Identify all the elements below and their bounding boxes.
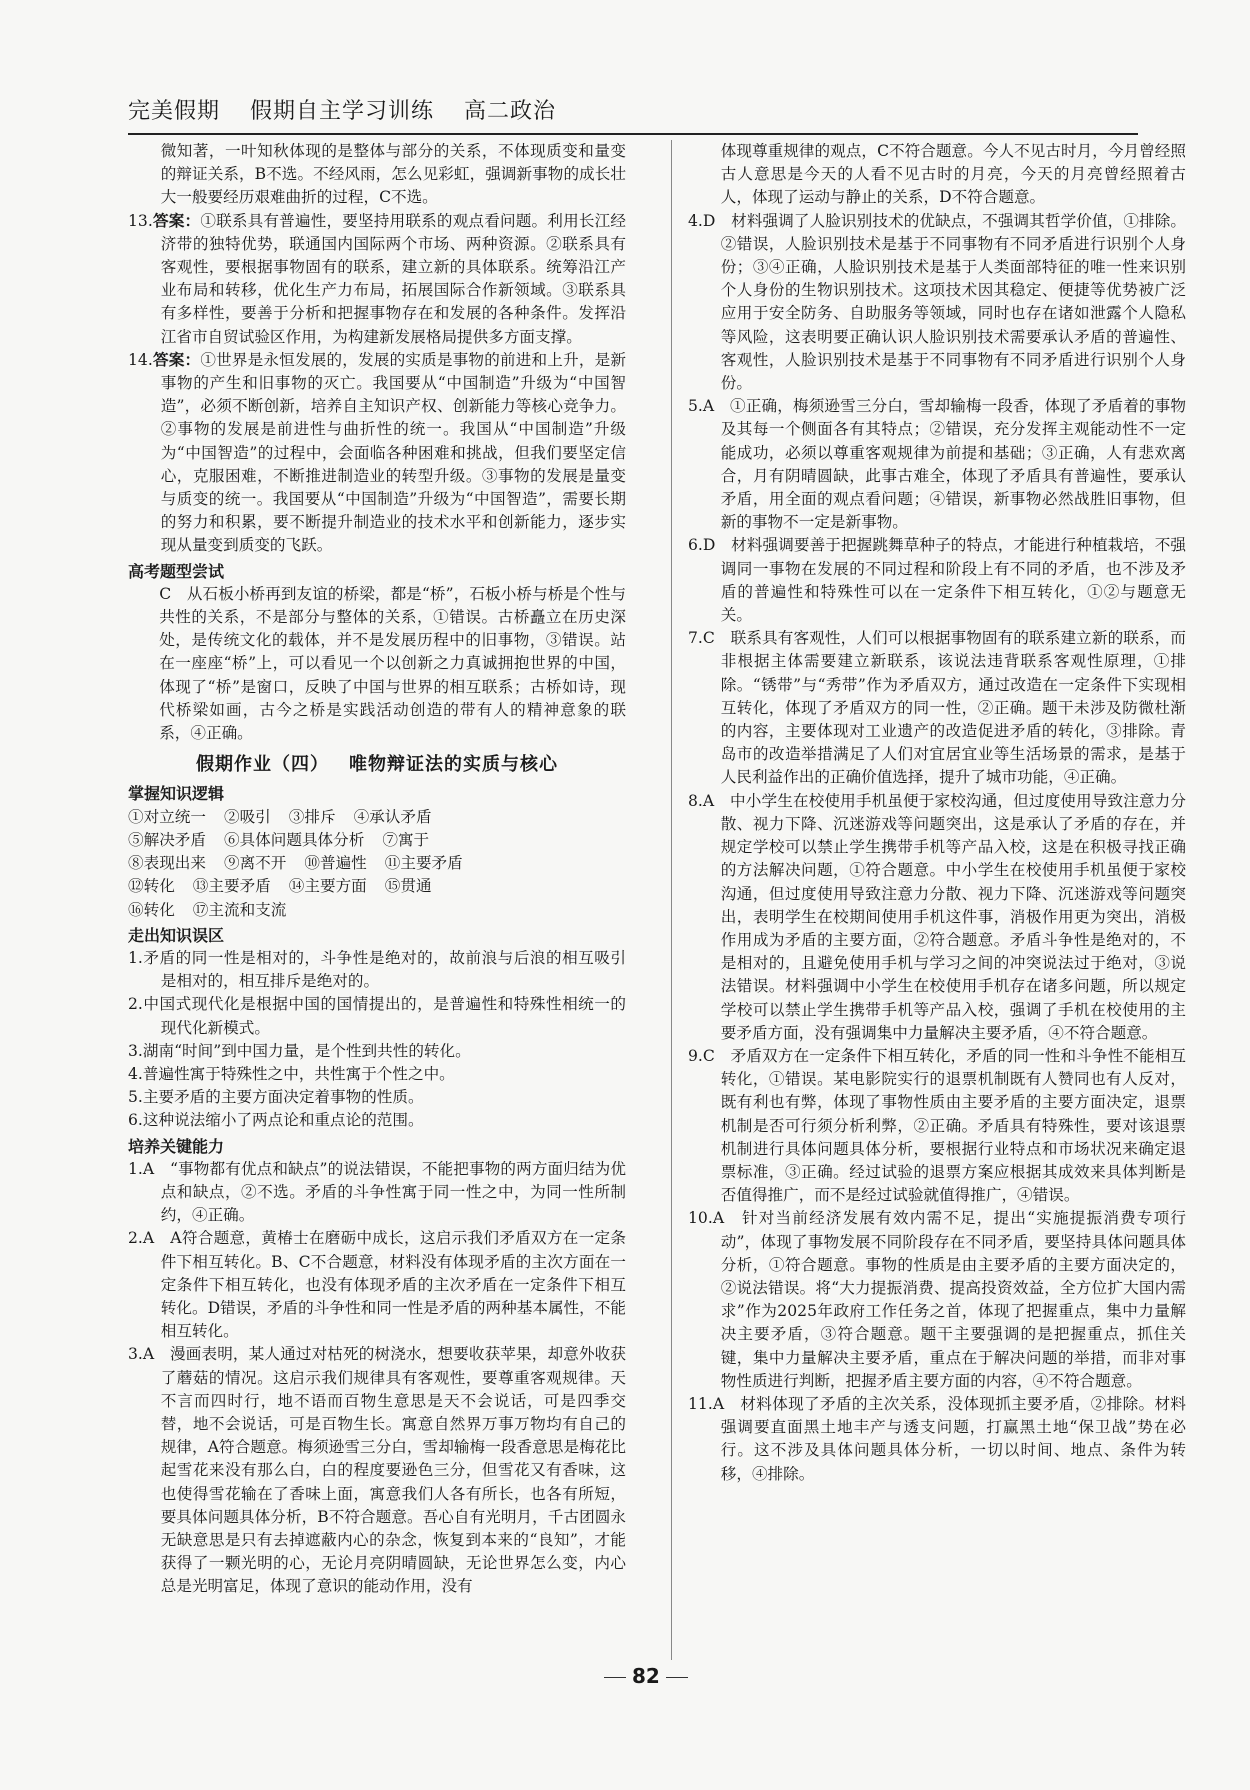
answer-item-text: C 联系具有客观性，人们可以根据事物固有的联系建立新的联系，而非根据主体需要建立新联系，该说法违背联系客观性原理，①排除。“锈带”与“秀带”作为矛盾双方，通过改造在一定条件下实现相互转化，体现了矛盾双方的同一性，②正确。题干未涉及防微杜渐的内容，主要体现对工业遗产的改造促进矛盾的转化，③排除。青岛市的改造举措满足了人们对宜居宜业等生活场景的需求，是基于人民利益作出的正确价值选择，提升了城市功能，④正确。	[702, 629, 1186, 787]
ability-item	[128, 1158, 626, 1228]
answer-13-label: 答案：	[152, 211, 201, 230]
logic-row	[128, 829, 626, 852]
mistake-item-text: 普遍性寓于特殊性之中，共性寓于个性之中。	[142, 1064, 455, 1083]
mistake-list	[128, 947, 626, 1133]
logic-cell: ④承认矛盾	[353, 807, 432, 826]
answer-item	[688, 790, 1186, 1045]
logic-cell: ⑯转化	[128, 900, 175, 919]
ability-item	[128, 1343, 626, 1598]
answer-item	[688, 627, 1186, 789]
answer-item-num: 8.	[688, 791, 703, 810]
mistake-item-num: 1.	[128, 948, 143, 967]
mistake-item-text: 湖南“时间”到中国力量，是个性到共性的转化。	[142, 1041, 471, 1060]
mistake-item-text: 矛盾的同一性是相对的，斗争性是绝对的，故前浪与后浪的相互吸引是相对的，相互排斥是绝对的。	[142, 948, 626, 991]
answer-13	[128, 210, 626, 349]
answer-item-num: 11.	[688, 1394, 713, 1413]
right-answer-list	[688, 210, 1186, 1486]
answer-item-text: A 中小学生在校使用手机虽便于家校沟通，但过度使用导致注意力分散、视力下降、沉迷游戏等问题突出，这是承认了矛盾的存在，并规定学校可以禁止学生携带手机等产品入校，这是在积极寻找正确的方法解决问题，①符合题意。中小学生在校使用手机虽便于家校沟通，但过度使用导致注意力分散、视力下降、沉迷游戏等问题突出，表明学生在校期间使用手机这件事，消极作用更为突出，消极作用成为矛盾的主要方面，②符合题意。矛盾斗争性是绝对的，不是相对的，且避免使用手机与学习之间的冲突说法过于绝对，③说法错误。材料强调中小学生在校使用手机存在诸多问题，所以规定学校可以禁止学生携带手机等产品入校，强调了手机在校使用的主要矛盾方面，没有强调集中力量解决主要矛盾，④不符合题意。	[702, 791, 1186, 1042]
logic-cell: ⑧表现出来	[128, 854, 206, 873]
logic-cell: ⑨离不开	[223, 854, 287, 873]
answer-item	[688, 534, 1186, 627]
left-column	[128, 140, 626, 1599]
answer-item-text: A 针对当前经济发展有效内需不足，提出“实施提振消费专项行动”，体现了事物发展不同阶段存在不同矛盾，要坚持具体问题具体分析，①符合题意。事物的性质是由主要矛盾的主要方面决定的，②说法错误。将“大力提振消费、提高投资效益，全方位扩大国内需求”作为2025年政府工作任务之首，体现了把握重点，集中力量解决主要矛盾，③符合题意。题干主要强调的是把握重点，抓住关键，集中力量解决主要矛盾，重点在于解决问题的举措，而非对事物性质进行判断，把握矛盾主要方面的内容，④不符合题意。	[712, 1209, 1186, 1390]
answer-14	[128, 349, 626, 558]
left-continuation: 微知著，一叶知秋体现的是整体与部分的关系，不体现质变和量变的辩证关系，B不选。不经风雨，怎么见彩虹，强调新事物的成长壮大一般要经历艰难曲折的过程，C不选。	[160, 142, 626, 207]
logic-cell: ⑰主流和支流	[192, 900, 287, 919]
mistake-item-text: 中国式现代化是根据中国的国情提出的，是普遍性和特殊性相统一的现代化新模式。	[142, 995, 626, 1037]
mistake-item-num: 5.	[128, 1088, 143, 1107]
mistake-item	[128, 947, 626, 993]
answer-14-label: 答案：	[152, 350, 201, 369]
mistake-heading: 走出知识误区	[128, 925, 225, 945]
logic-cell: ⑫转化	[128, 877, 175, 896]
section-title-a: 假期作业（四）	[196, 754, 329, 776]
column-divider	[671, 140, 672, 1660]
ability-item-text: A 漫画表明，某人通过对枯死的树浇水，想要收获苹果，却意外收获了蘑菇的情况。这启示我们规律具有客观性，要尊重客观规律。天不言而四时行，地不语而百物生意思是天不会说话，可是四季交替，地不会说话，可是百物生长。寓意自然界万事万物均有自己的规律，A符合题意。梅须逊雪三分白，雪却输梅一段香意思是梅花比起雪花来没有那么白，白的程度要逊色三分，但雪花又有香味，这也使得雪花输在了香味上面，寓意我们人各有所长，也各有所短，要具体问题具体分析，B不符合题意。吾心自有光明月，千古团圆永无缺意思是只有去掉遮蔽内心的杂念，恢复到本来的“良知”，才能获得了一颗光明的心，无论月亮阴晴圆缺，无论世界怎么变，内心总是光明富足，体现了意识的能动作用，没有	[142, 1345, 626, 1596]
mistake-item	[128, 993, 626, 1039]
mistake-item-num: 6.	[128, 1111, 143, 1130]
answer-item-text: D 材料强调了人脸识别技术的优缺点，不强调其哲学价值，①排除。②错误，人脸识别技术是基于不同事物有不同矛盾进行识别个人身份；③④正确，人脸识别技术是基于人类面部特征的唯一性来识别个人身份的生物识别技术。这项技术因其稳定、便捷等优势被广泛应用于安全防务、自助服务等领域，同时也存在诸如泄露个人隐私等风险，这表明要正确认识人脸识别技术需要承认矛盾的普遍性、客观性，人脸识别技术是基于不同事物有不同矛盾进行识别个人身份。	[702, 211, 1186, 393]
logic-cell: ②吸引	[223, 807, 271, 826]
gaokao-heading: 高考题型尝试	[128, 561, 225, 581]
logic-cell: ⑥具体问题具体分析	[223, 830, 365, 849]
mistake-item-text: 这种说法缩小了两点论和重点论的范围。	[142, 1111, 424, 1130]
logic-cell: ③排斥	[288, 807, 336, 826]
logic-heading: 掌握知识逻辑	[128, 784, 225, 804]
answer-item-text: A ①正确，梅须逊雪三分白，雪却输梅一段香，体现了矛盾着的事物及其每一个侧面各有其特点；②错误，充分发挥主观能动性不一定能成功，必须以尊重客观规律为前提和基础；③正确，人有悲欢离合，月有阴晴圆缺，此事古难全，体现了矛盾具有普遍性，要承认矛盾，用全面的观点看问题；④错误，新事物必然战胜旧事物，但新的事物不一定是新事物。	[702, 397, 1186, 532]
answer-item-num: 9.	[688, 1046, 703, 1065]
ability-item-num: 1.	[128, 1159, 143, 1178]
answer-item-num: 4.	[688, 211, 703, 230]
header-item-1: 完美假期	[128, 99, 221, 124]
mistake-item-text: 主要矛盾的主要方面决定着事物的性质。	[142, 1088, 424, 1107]
answer-item-num: 5.	[688, 397, 703, 416]
answer-14-num: 14.	[128, 350, 153, 369]
header-item-3: 高二政治	[464, 99, 557, 124]
header-item-2: 假期自主学习训练	[250, 99, 435, 124]
ability-item-text: A A符合题意，黄椿士在磨砺中成长，这启示我们矛盾双方在一定条件下相互转化。B、C不合题意，材料没有体现矛盾的主次方面在一定条件下相互转化，也没有体现矛盾的主次矛盾在一定条件下相互转化。D错误，矛盾的斗争性和同一性是矛盾的两种基本属性，不能相互转化。	[142, 1229, 626, 1341]
answer-item	[688, 1045, 1186, 1207]
ability-item-text: A “事物都有优点和缺点”的说法错误，不能把事物的两方面归结为优点和缺点，②不选。矛盾的斗争性寓于同一性之中，为同一性所制约，④正确。	[142, 1159, 626, 1225]
ability-item-num: 3.	[128, 1345, 143, 1364]
answer-13-num: 13.	[128, 211, 153, 230]
mistake-item	[128, 1040, 626, 1063]
answer-13-text: ①联系具有普遍性，要坚持用联系的观点看问题。利用长江经济带的独特优势，联通国内国际两个市场、两种资源。②联系具有客观性，要根据事物固有的联系，建立新的具体联系。统筹沿江产业布局和转移，优化生产力布局，拓展国际合作新领域。③联系具有多样性，要善于分析和把握事物存在和发展的各种条件。发挥沿江省市自贸试验区作用，为构建新发展格局提供多方面支撑。	[160, 211, 626, 346]
logic-row	[128, 806, 626, 829]
right-continuation: 体现尊重规律的观点，C不符合题意。今人不见古时月，今月曾经照古人意思是今天的人看不见古时的月亮，今天的月亮曾经照着古人，体现了运动与静止的关系，D不符合题意。	[720, 142, 1186, 207]
section-title	[128, 753, 626, 776]
answer-item	[688, 395, 1186, 534]
logic-cell: ①对立统一	[128, 807, 206, 826]
right-column	[688, 140, 1186, 1486]
header-rule	[128, 133, 1138, 135]
mistake-item	[128, 1063, 626, 1086]
ability-heading: 培养关键能力	[128, 1136, 225, 1156]
logic-cell: ⑮贯通	[384, 877, 432, 896]
ability-item	[128, 1227, 626, 1343]
answer-item	[688, 210, 1186, 396]
gaokao-answer: C 从石板小桥再到友谊的桥梁，都是“桥”，石板小桥与桥是个性与共性的关系，不是部分与整体的关系，①错误。古桥矗立在历史深处，是传统文化的载体，并不是发展历程中的旧事物，③错误。站在一座座“桥”上，可以看见一个以创新之力真诚拥抱世界的中国，体现了“桥”是窗口，反映了中国与世界的相互联系；古桥如诗，现代桥梁如画，古今之桥是实践活动创造的带有人的精神意象的联系，④正确。	[159, 584, 626, 743]
logic-row	[128, 875, 626, 898]
logic-cell: ⑤解决矛盾	[128, 830, 206, 849]
logic-cell: ⑬主要矛盾	[192, 877, 271, 896]
ability-list	[128, 1158, 626, 1599]
answer-item-num: 7.	[688, 629, 703, 648]
mistake-item	[128, 1086, 626, 1109]
mistake-item-num: 4.	[128, 1064, 143, 1083]
mistake-item	[128, 1109, 626, 1132]
logic-cell: ⑦寓于	[382, 830, 430, 849]
answer-item	[688, 1207, 1186, 1393]
logic-cell: ⑭主要方面	[288, 877, 367, 896]
mistake-item-num: 3.	[128, 1041, 143, 1060]
logic-cell: ⑪主要矛盾	[384, 854, 463, 873]
answer-item-text: A 材料体现了矛盾的主次关系，没体现抓主要矛盾，②排除。材料强调要直面黑土地丰产与透支问题，打赢黑土地“保卫战”势在必行。这不涉及具体问题具体分析，一切以时间、地点、条件为转移，④排除。	[712, 1394, 1186, 1483]
answer-item-num: 10.	[688, 1209, 713, 1228]
page-number: 82	[598, 1664, 694, 1688]
logic-grid	[128, 806, 626, 922]
page-header	[128, 94, 1138, 125]
section-title-b: 唯物辩证法的实质与核心	[349, 754, 558, 776]
answer-item	[688, 1393, 1186, 1486]
mistake-item-num: 2.	[128, 995, 143, 1014]
answer-14-text: ①世界是永恒发展的，发展的实质是事物的前进和上升，是新事物的产生和旧事物的灭亡。我国要从“中国制造”升级为“中国智造”，必须不断创新，培养自主知识产权、创新能力等核心竞争力。②事物的发展是前进性与曲折性的统一。我国从“中国制造”升级为“中国智造”的过程中，会面临各种困难和挑战，但我们要坚定信心，克服困难，不断推进制造业的转型升级。③事物的发展是量变与质变的统一。我国要从“中国制造”升级为“中国智造”，需要长期的努力和积累，要不断提升制造业的技术水平和创新能力，逐步实现从量变到质变的飞跃。	[160, 350, 626, 555]
answer-item-text: C 矛盾双方在一定条件下相互转化，矛盾的同一性和斗争性不能相互转化，①错误。某电影院实行的退票机制既有人赞同也有人反对，既有利也有弊，体现了事物性质由主要矛盾的主要方面决定，退票机制是否可行须分析利弊，②正确。矛盾具有特殊性，要对该退票机制进行具体问题具体分析，要根据行业特点和市场状况来确定退票标准，③正确。经过试验的退票方案应根据其成效来具体判断是否值得推广，而不是经过试验就值得推广，④错误。	[702, 1046, 1186, 1205]
logic-row	[128, 899, 626, 922]
answer-item-num: 6.	[688, 536, 703, 555]
logic-row	[128, 852, 626, 875]
answer-item-text: D 材料强调要善于把握跳舞草种子的特点，才能进行种植栽培，不强调同一事物在发展的不同过程和阶段上有不同的矛盾，也不涉及矛盾的普遍性和特殊性可以在一定条件下相互转化，①②与题意无关。	[702, 536, 1186, 625]
ability-item-num: 2.	[128, 1229, 143, 1248]
logic-cell: ⑩普遍性	[304, 854, 367, 873]
